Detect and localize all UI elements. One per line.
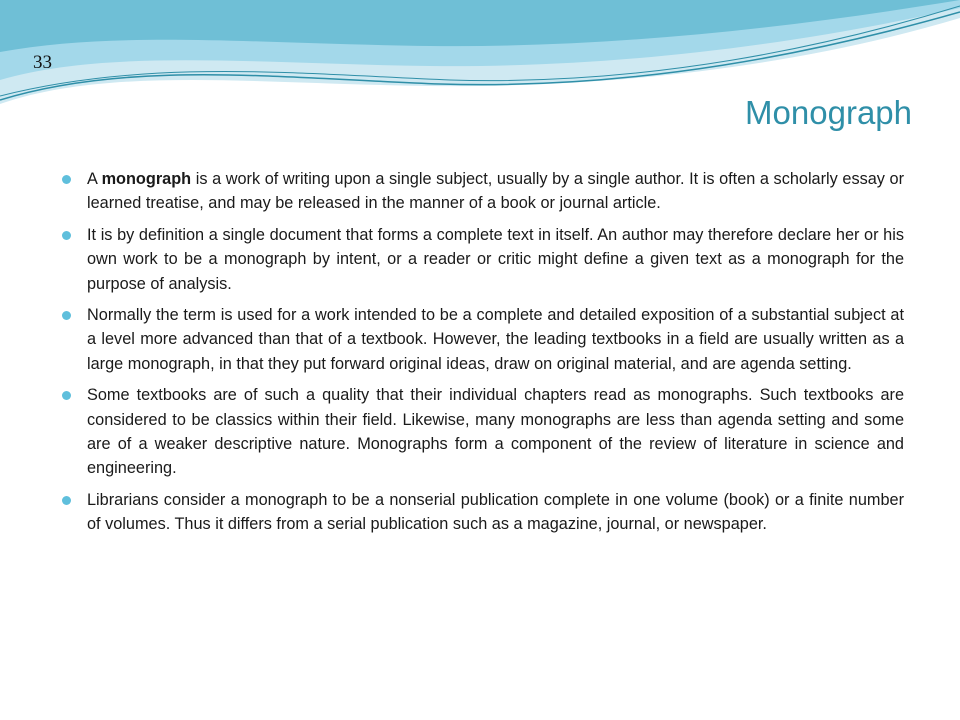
slide-number: 33 bbox=[33, 52, 52, 73]
bullet-item bbox=[62, 223, 904, 296]
bullet-text: It is by definition a single document that forms a complete text in itself. An author may therefore declare her or his own work to be a monograph by intent, or a reader or critic might define a given text as a monograph for the purpose of analysis. bbox=[87, 225, 904, 293]
bullet-dot-icon bbox=[62, 175, 71, 184]
bullet-item bbox=[62, 383, 904, 481]
bullet-dot-icon bbox=[62, 391, 71, 400]
bullet-item bbox=[62, 167, 904, 216]
bullet-dot-icon bbox=[62, 231, 71, 240]
bullet-dot-icon bbox=[62, 496, 71, 505]
bullet-text: is a work of writing upon a single subject, usually by a single author. It is often a scholarly essay or learned treatise, and may be released in the manner of a book or journal article. bbox=[87, 170, 905, 213]
bullet-dot-icon bbox=[62, 311, 71, 320]
bullet-text-lead: A bbox=[87, 170, 102, 188]
bullet-item bbox=[62, 488, 904, 537]
bullet-list bbox=[62, 167, 904, 544]
bullet-text: Some textbooks are of such a quality that their individual chapters read as monographs. Such textbooks are considered to be classics within their field. Likewise, many monographs are less than agenda setting and some are of a weaker descriptive nature. Monographs form a component of the review of literature in science and engineering. bbox=[87, 386, 904, 478]
bullet-text: Normally the term is used for a work intended to be a complete and detailed exposition of a substantial subject at a level more advanced than that of a textbook. However, the leading textbooks in a field are usually written as a large monograph, in that they put forward original ideas, draw on original material, and are agenda setting. bbox=[87, 306, 904, 373]
bullet-item bbox=[62, 303, 904, 376]
bullet-text: Librarians consider a monograph to be a nonserial publication complete in one volume (book) or a finite number of volumes. Thus it differs from a serial publication such as a magazine, journal, or newspaper. bbox=[87, 490, 904, 534]
bullet-term-monograph: monograph bbox=[101, 170, 192, 188]
slide-title: Monograph bbox=[745, 94, 912, 131]
